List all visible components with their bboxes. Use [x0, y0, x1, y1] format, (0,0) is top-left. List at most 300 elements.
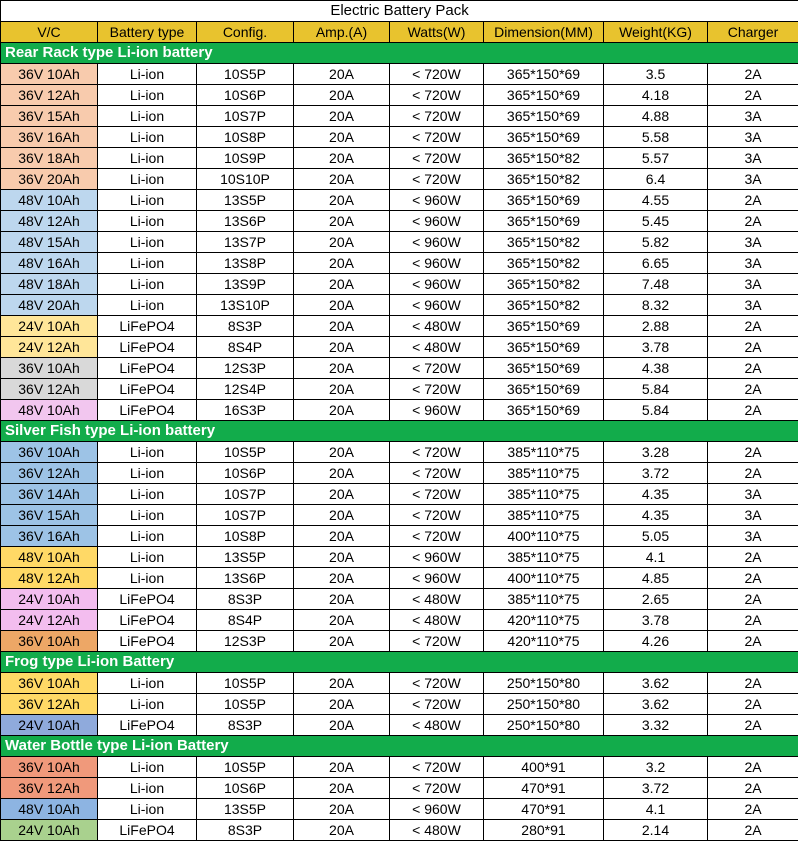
table-row — [1, 631, 798, 652]
cell-battery: Li-ion — [98, 463, 197, 484]
cell-config: 12S3P — [197, 631, 294, 652]
cell-battery: Li-ion — [98, 127, 197, 148]
table-row — [1, 778, 798, 799]
cell-watts: < 480W — [390, 316, 484, 337]
cell-dim: 470*91 — [484, 778, 604, 799]
cell-config: 13S5P — [197, 190, 294, 211]
cell-battery: Li-ion — [98, 295, 197, 316]
cell-vc: 36V 12Ah — [1, 85, 98, 106]
cell-watts: < 720W — [390, 631, 484, 652]
cell-weight: 4.85 — [604, 568, 708, 589]
cell-weight: 3.2 — [604, 757, 708, 778]
cell-config: 10S6P — [197, 85, 294, 106]
cell-vc: 48V 10Ah — [1, 547, 98, 568]
cell-watts: < 960W — [390, 274, 484, 295]
cell-battery: Li-ion — [98, 253, 197, 274]
table-row — [1, 169, 798, 190]
cell-amp: 20A — [294, 190, 390, 211]
cell-config: 13S9P — [197, 274, 294, 295]
cell-charger: 2A — [708, 673, 798, 694]
cell-watts: < 720W — [390, 694, 484, 715]
cell-charger: 3A — [708, 169, 798, 190]
table-row — [1, 820, 798, 841]
cell-dim: 400*110*75 — [484, 526, 604, 547]
cell-watts: < 720W — [390, 64, 484, 85]
cell-config: 10S5P — [197, 442, 294, 463]
cell-watts: < 720W — [390, 358, 484, 379]
cell-battery: LiFePO4 — [98, 400, 197, 421]
cell-amp: 20A — [294, 127, 390, 148]
cell-amp: 20A — [294, 106, 390, 127]
table-body — [1, 43, 798, 841]
table-row — [1, 589, 798, 610]
cell-watts: < 960W — [390, 211, 484, 232]
cell-dim: 365*150*82 — [484, 253, 604, 274]
cell-config: 8S3P — [197, 820, 294, 841]
cell-vc: 36V 10Ah — [1, 757, 98, 778]
cell-dim: 365*150*69 — [484, 64, 604, 85]
cell-amp: 20A — [294, 820, 390, 841]
cell-config: 8S4P — [197, 610, 294, 631]
table-row — [1, 673, 798, 694]
cell-weight: 4.35 — [604, 505, 708, 526]
page-title: Electric Battery Pack — [1, 1, 798, 22]
cell-charger: 2A — [708, 463, 798, 484]
cell-weight: 2.14 — [604, 820, 708, 841]
table-row — [1, 232, 798, 253]
table-row — [1, 505, 798, 526]
cell-vc: 36V 12Ah — [1, 463, 98, 484]
cell-config: 12S3P — [197, 358, 294, 379]
cell-battery: Li-ion — [98, 190, 197, 211]
cell-vc: 36V 20Ah — [1, 169, 98, 190]
cell-config: 10S9P — [197, 148, 294, 169]
cell-battery: LiFePO4 — [98, 358, 197, 379]
cell-amp: 20A — [294, 169, 390, 190]
cell-charger: 2A — [708, 757, 798, 778]
cell-charger: 2A — [708, 316, 798, 337]
cell-battery: LiFePO4 — [98, 316, 197, 337]
cell-battery: Li-ion — [98, 85, 197, 106]
cell-weight: 5.82 — [604, 232, 708, 253]
table-row — [1, 799, 798, 820]
cell-vc: 36V 12Ah — [1, 778, 98, 799]
cell-battery: Li-ion — [98, 232, 197, 253]
cell-battery: LiFePO4 — [98, 715, 197, 736]
cell-dim: 400*91 — [484, 757, 604, 778]
table-row — [1, 715, 798, 736]
cell-weight: 2.88 — [604, 316, 708, 337]
cell-config: 10S7P — [197, 106, 294, 127]
cell-charger: 2A — [708, 568, 798, 589]
cell-watts: < 480W — [390, 715, 484, 736]
cell-weight: 5.45 — [604, 211, 708, 232]
cell-watts: < 720W — [390, 127, 484, 148]
cell-amp: 20A — [294, 484, 390, 505]
cell-config: 16S3P — [197, 400, 294, 421]
cell-watts: < 720W — [390, 673, 484, 694]
cell-dim: 365*150*69 — [484, 106, 604, 127]
cell-watts: < 480W — [390, 820, 484, 841]
cell-vc: 48V 10Ah — [1, 190, 98, 211]
section-header-label: Silver Fish type Li-ion battery — [1, 421, 798, 442]
cell-config: 10S6P — [197, 778, 294, 799]
title-row — [1, 1, 798, 22]
cell-weight: 8.32 — [604, 295, 708, 316]
cell-watts: < 480W — [390, 589, 484, 610]
cell-battery: Li-ion — [98, 505, 197, 526]
cell-charger: 2A — [708, 337, 798, 358]
cell-charger: 2A — [708, 631, 798, 652]
cell-dim: 385*110*75 — [484, 484, 604, 505]
cell-config: 8S3P — [197, 316, 294, 337]
cell-amp: 20A — [294, 400, 390, 421]
cell-charger: 3A — [708, 127, 798, 148]
cell-watts: < 960W — [390, 190, 484, 211]
cell-weight: 6.4 — [604, 169, 708, 190]
cell-watts: < 480W — [390, 610, 484, 631]
cell-battery: Li-ion — [98, 274, 197, 295]
cell-charger: 2A — [708, 547, 798, 568]
cell-charger: 3A — [708, 505, 798, 526]
cell-amp: 20A — [294, 673, 390, 694]
cell-watts: < 960W — [390, 400, 484, 421]
cell-watts: < 960W — [390, 295, 484, 316]
cell-dim: 385*110*75 — [484, 442, 604, 463]
cell-charger: 2A — [708, 715, 798, 736]
table-row — [1, 253, 798, 274]
cell-dim: 365*150*82 — [484, 274, 604, 295]
cell-weight: 4.55 — [604, 190, 708, 211]
cell-amp: 20A — [294, 568, 390, 589]
cell-weight: 3.78 — [604, 337, 708, 358]
cell-weight: 3.62 — [604, 673, 708, 694]
cell-vc: 48V 15Ah — [1, 232, 98, 253]
cell-dim: 365*150*82 — [484, 169, 604, 190]
cell-vc: 24V 12Ah — [1, 610, 98, 631]
cell-vc: 36V 10Ah — [1, 64, 98, 85]
table-row — [1, 694, 798, 715]
cell-config: 13S6P — [197, 568, 294, 589]
cell-watts: < 720W — [390, 379, 484, 400]
column-header-battery-type: Battery type — [98, 22, 197, 43]
cell-charger: 2A — [708, 820, 798, 841]
cell-amp: 20A — [294, 757, 390, 778]
cell-weight: 4.35 — [604, 484, 708, 505]
table-row — [1, 106, 798, 127]
cell-charger: 3A — [708, 484, 798, 505]
cell-amp: 20A — [294, 694, 390, 715]
cell-vc: 36V 10Ah — [1, 631, 98, 652]
cell-battery: Li-ion — [98, 799, 197, 820]
cell-amp: 20A — [294, 463, 390, 484]
cell-vc: 36V 10Ah — [1, 673, 98, 694]
cell-amp: 20A — [294, 211, 390, 232]
cell-weight: 4.1 — [604, 799, 708, 820]
cell-weight: 3.28 — [604, 442, 708, 463]
column-header-amp: Amp.(A) — [294, 22, 390, 43]
cell-amp: 20A — [294, 232, 390, 253]
cell-battery: LiFePO4 — [98, 379, 197, 400]
cell-amp: 20A — [294, 337, 390, 358]
cell-dim: 365*150*69 — [484, 85, 604, 106]
cell-dim: 385*110*75 — [484, 589, 604, 610]
table-row — [1, 211, 798, 232]
cell-dim: 365*150*69 — [484, 190, 604, 211]
cell-charger: 2A — [708, 694, 798, 715]
cell-battery: Li-ion — [98, 778, 197, 799]
column-header-dimension: Dimension(MM) — [484, 22, 604, 43]
cell-charger: 2A — [708, 379, 798, 400]
cell-amp: 20A — [294, 253, 390, 274]
cell-vc: 48V 20Ah — [1, 295, 98, 316]
cell-dim: 365*150*82 — [484, 295, 604, 316]
cell-dim: 280*91 — [484, 820, 604, 841]
cell-watts: < 720W — [390, 148, 484, 169]
cell-dim: 365*150*69 — [484, 400, 604, 421]
section-header-row — [1, 652, 798, 673]
cell-battery: LiFePO4 — [98, 610, 197, 631]
table-row — [1, 610, 798, 631]
cell-charger: 2A — [708, 64, 798, 85]
cell-weight: 4.26 — [604, 631, 708, 652]
cell-weight: 5.05 — [604, 526, 708, 547]
cell-amp: 20A — [294, 589, 390, 610]
cell-battery: Li-ion — [98, 169, 197, 190]
cell-config: 10S5P — [197, 673, 294, 694]
cell-weight: 5.58 — [604, 127, 708, 148]
cell-config: 13S7P — [197, 232, 294, 253]
cell-watts: < 720W — [390, 484, 484, 505]
cell-config: 13S10P — [197, 295, 294, 316]
cell-battery: Li-ion — [98, 673, 197, 694]
cell-weight: 3.5 — [604, 64, 708, 85]
cell-dim: 385*110*75 — [484, 547, 604, 568]
table-row — [1, 463, 798, 484]
cell-charger: 2A — [708, 799, 798, 820]
cell-charger: 2A — [708, 190, 798, 211]
cell-watts: < 960W — [390, 547, 484, 568]
cell-weight: 3.72 — [604, 463, 708, 484]
cell-battery: LiFePO4 — [98, 337, 197, 358]
cell-weight: 5.57 — [604, 148, 708, 169]
cell-config: 13S6P — [197, 211, 294, 232]
cell-watts: < 720W — [390, 778, 484, 799]
cell-dim: 365*150*69 — [484, 379, 604, 400]
cell-vc: 36V 10Ah — [1, 358, 98, 379]
cell-watts: < 720W — [390, 106, 484, 127]
cell-dim: 250*150*80 — [484, 673, 604, 694]
column-header-row — [1, 22, 798, 43]
table-row — [1, 400, 798, 421]
table-row — [1, 484, 798, 505]
cell-dim: 250*150*80 — [484, 715, 604, 736]
cell-weight: 4.38 — [604, 358, 708, 379]
cell-config: 13S5P — [197, 547, 294, 568]
cell-dim: 250*150*80 — [484, 694, 604, 715]
cell-weight: 4.88 — [604, 106, 708, 127]
cell-dim: 385*110*75 — [484, 505, 604, 526]
cell-dim: 365*150*69 — [484, 337, 604, 358]
cell-charger: 3A — [708, 148, 798, 169]
cell-watts: < 720W — [390, 442, 484, 463]
cell-watts: < 480W — [390, 337, 484, 358]
cell-battery: Li-ion — [98, 526, 197, 547]
cell-amp: 20A — [294, 631, 390, 652]
cell-dim: 470*91 — [484, 799, 604, 820]
cell-config: 10S5P — [197, 64, 294, 85]
cell-charger: 3A — [708, 253, 798, 274]
cell-weight: 4.1 — [604, 547, 708, 568]
cell-charger: 3A — [708, 274, 798, 295]
cell-dim: 365*150*69 — [484, 127, 604, 148]
cell-dim: 365*150*69 — [484, 211, 604, 232]
table-row — [1, 127, 798, 148]
cell-amp: 20A — [294, 316, 390, 337]
table-row — [1, 547, 798, 568]
cell-vc: 48V 12Ah — [1, 211, 98, 232]
cell-vc: 36V 16Ah — [1, 526, 98, 547]
cell-vc: 48V 12Ah — [1, 568, 98, 589]
cell-config: 10S5P — [197, 694, 294, 715]
table-row — [1, 379, 798, 400]
cell-amp: 20A — [294, 442, 390, 463]
cell-charger: 2A — [708, 358, 798, 379]
cell-vc: 48V 10Ah — [1, 400, 98, 421]
column-header-vc: V/C — [1, 22, 98, 43]
table-row — [1, 190, 798, 211]
cell-dim: 365*150*82 — [484, 232, 604, 253]
table-row — [1, 85, 798, 106]
cell-charger: 2A — [708, 778, 798, 799]
cell-battery: Li-ion — [98, 694, 197, 715]
cell-dim: 385*110*75 — [484, 463, 604, 484]
cell-vc: 24V 10Ah — [1, 820, 98, 841]
cell-vc: 36V 15Ah — [1, 106, 98, 127]
cell-weight: 3.62 — [604, 694, 708, 715]
cell-amp: 20A — [294, 799, 390, 820]
section-header-row — [1, 43, 798, 64]
section-header-row — [1, 736, 798, 757]
cell-amp: 20A — [294, 547, 390, 568]
cell-vc: 36V 12Ah — [1, 379, 98, 400]
column-header-config: Config. — [197, 22, 294, 43]
cell-amp: 20A — [294, 379, 390, 400]
cell-dim: 420*110*75 — [484, 610, 604, 631]
cell-amp: 20A — [294, 715, 390, 736]
column-header-watts: Watts(W) — [390, 22, 484, 43]
cell-config: 12S4P — [197, 379, 294, 400]
cell-charger: 2A — [708, 589, 798, 610]
cell-vc: 48V 16Ah — [1, 253, 98, 274]
cell-amp: 20A — [294, 85, 390, 106]
cell-config: 10S7P — [197, 505, 294, 526]
cell-weight: 5.84 — [604, 400, 708, 421]
cell-vc: 36V 10Ah — [1, 442, 98, 463]
cell-config: 10S5P — [197, 757, 294, 778]
table-row — [1, 316, 798, 337]
table-row — [1, 295, 798, 316]
cell-watts: < 720W — [390, 463, 484, 484]
cell-amp: 20A — [294, 610, 390, 631]
cell-amp: 20A — [294, 526, 390, 547]
table-row — [1, 148, 798, 169]
cell-config: 13S8P — [197, 253, 294, 274]
cell-charger: 3A — [708, 232, 798, 253]
cell-dim: 400*110*75 — [484, 568, 604, 589]
cell-weight: 4.18 — [604, 85, 708, 106]
cell-watts: < 720W — [390, 757, 484, 778]
cell-watts: < 720W — [390, 505, 484, 526]
cell-battery: Li-ion — [98, 484, 197, 505]
cell-watts: < 960W — [390, 232, 484, 253]
cell-config: 10S8P — [197, 526, 294, 547]
cell-vc: 24V 10Ah — [1, 589, 98, 610]
table-row — [1, 358, 798, 379]
cell-dim: 365*150*69 — [484, 316, 604, 337]
cell-battery: Li-ion — [98, 148, 197, 169]
cell-amp: 20A — [294, 295, 390, 316]
cell-weight: 5.84 — [604, 379, 708, 400]
section-header-label: Frog type Li-ion Battery — [1, 652, 798, 673]
cell-vc: 48V 18Ah — [1, 274, 98, 295]
column-header-weight: Weight(KG) — [604, 22, 708, 43]
cell-config: 8S3P — [197, 715, 294, 736]
cell-charger: 2A — [708, 85, 798, 106]
table-row — [1, 64, 798, 85]
cell-vc: 36V 18Ah — [1, 148, 98, 169]
cell-watts: < 720W — [390, 169, 484, 190]
cell-dim: 420*110*75 — [484, 631, 604, 652]
cell-vc: 24V 10Ah — [1, 715, 98, 736]
cell-amp: 20A — [294, 274, 390, 295]
table-row — [1, 442, 798, 463]
cell-charger: 2A — [708, 400, 798, 421]
cell-weight: 7.48 — [604, 274, 708, 295]
cell-watts: < 960W — [390, 799, 484, 820]
cell-vc: 36V 16Ah — [1, 127, 98, 148]
cell-battery: Li-ion — [98, 211, 197, 232]
cell-charger: 3A — [708, 526, 798, 547]
cell-config: 8S4P — [197, 337, 294, 358]
table-row — [1, 337, 798, 358]
cell-watts: < 720W — [390, 526, 484, 547]
table-row — [1, 274, 798, 295]
cell-battery: Li-ion — [98, 547, 197, 568]
section-header-label: Rear Rack type Li-ion battery — [1, 43, 798, 64]
table-row — [1, 757, 798, 778]
cell-config: 13S5P — [197, 799, 294, 820]
cell-battery: LiFePO4 — [98, 631, 197, 652]
cell-vc: 24V 10Ah — [1, 316, 98, 337]
table-row — [1, 526, 798, 547]
cell-battery: Li-ion — [98, 757, 197, 778]
cell-dim: 365*150*82 — [484, 148, 604, 169]
cell-weight: 3.32 — [604, 715, 708, 736]
cell-vc: 36V 12Ah — [1, 694, 98, 715]
cell-amp: 20A — [294, 64, 390, 85]
cell-battery: Li-ion — [98, 568, 197, 589]
cell-charger: 2A — [708, 442, 798, 463]
cell-weight: 2.65 — [604, 589, 708, 610]
cell-watts: < 960W — [390, 568, 484, 589]
cell-dim: 365*150*69 — [484, 358, 604, 379]
cell-weight: 3.72 — [604, 778, 708, 799]
cell-vc: 48V 10Ah — [1, 799, 98, 820]
cell-config: 10S8P — [197, 127, 294, 148]
cell-config: 10S10P — [197, 169, 294, 190]
cell-vc: 36V 15Ah — [1, 505, 98, 526]
